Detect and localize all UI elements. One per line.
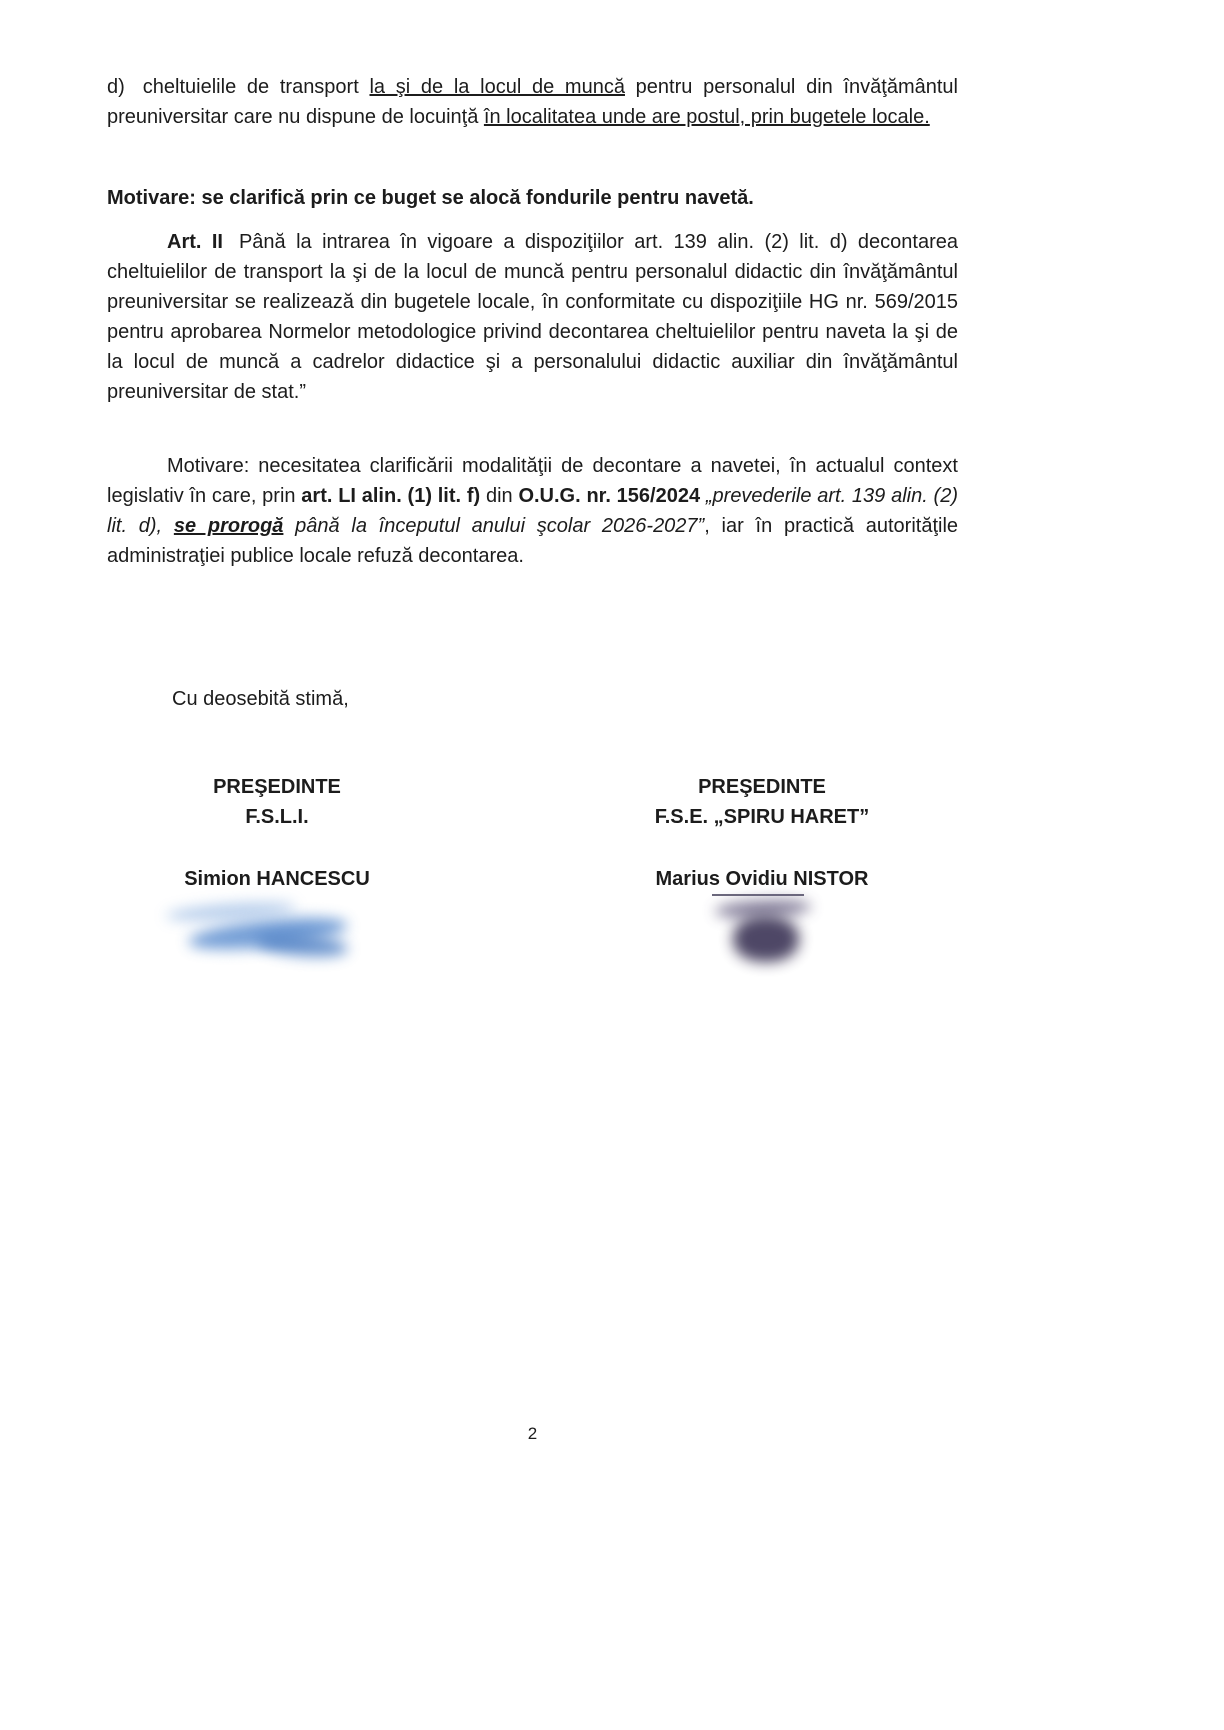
motivation-2-text-1: Motivare: necesitatea clarificării modalităţii de decontare a navetei, în actualul context legislativ în care, prin: [107, 455, 958, 507]
article-2-paragraph: [107, 227, 958, 407]
signature-stroke: [255, 930, 349, 960]
signature-left-handwriting: [152, 900, 402, 978]
paragraph-d-underlined-2: în localitatea unde are postul, prin bugetele locale.: [483, 106, 930, 128]
motivation-2-italic-1: „prevederile art. 139 alin. (2) lit. d),: [107, 485, 958, 537]
signature-stroke: [733, 916, 799, 962]
paragraph-d: [107, 72, 958, 132]
signature-pen-line: [712, 894, 804, 896]
signature-block-left: [152, 772, 402, 978]
signature-right-name: Marius Ovidiu NISTOR: [597, 866, 927, 892]
paragraph-d-text-2: pentru personalul din învăţământul preuniversitar care nu dispune de locuinţă: [107, 76, 958, 128]
motivation-2-text-2: din: [480, 485, 519, 507]
article-2-label: Art. II: [167, 231, 223, 253]
motivation-2-bold-2: O.U.G. nr. 156/2024: [518, 485, 701, 507]
closing-salutation: Cu deosebită stimă,: [172, 688, 349, 710]
signature-right-handwriting: [597, 900, 927, 978]
paragraph-d-underlined-1: la şi de la locul de muncă: [369, 76, 625, 98]
signature-block-right: [597, 772, 927, 978]
paragraph-d-label: d): [107, 76, 125, 98]
motivation-1: Motivare: se clarifică prin ce buget se alocă fondurile pentru navetă.: [107, 187, 754, 209]
document-content: [107, 0, 958, 1730]
signature-right-title: PREŞEDINTE: [698, 776, 826, 798]
article-2-body: Până la intrarea în vigoare a dispoziţiilor art. 139 alin. (2) lit. d) decontarea cheltuielilor de transport la şi de la locul de muncă pentru personalul didactic din învăţământul preuniversitar se realizează din bugetele locale, în conformitate cu dispoziţiile HG nr. 569/2015 pentru aprobarea Normelor metodologice privind decontarea cheltuielilor pentru naveta la şi de la locul de muncă a cadrelor didactice şi a personalului didactic auxiliar din învăţământul preuniversitar de stat.”: [107, 231, 958, 403]
motivation-2-bold-1: art. LI alin. (1) lit. f): [301, 485, 481, 507]
motivation-2: [107, 451, 958, 571]
motivation-2-text-3: , iar în practică autorităţile administraţiei publice locale refuză decontarea.: [107, 515, 959, 567]
signature-right-org: F.S.E. „SPIRU HARET”: [654, 806, 870, 828]
page-number: 2: [527, 1424, 538, 1443]
paragraph-d-text-1: cheltuielile de transport: [142, 76, 370, 98]
motivation-2-italic-2: până la începutul anului şcolar 2026-2027”: [283, 515, 705, 537]
signature-left-org: F.S.L.I.: [245, 806, 309, 828]
motivation-2-proroga: se prorogă: [173, 515, 284, 537]
signature-left-title: PREŞEDINTE: [213, 776, 341, 798]
signature-left-name: Simion HANCESCU: [184, 868, 370, 890]
